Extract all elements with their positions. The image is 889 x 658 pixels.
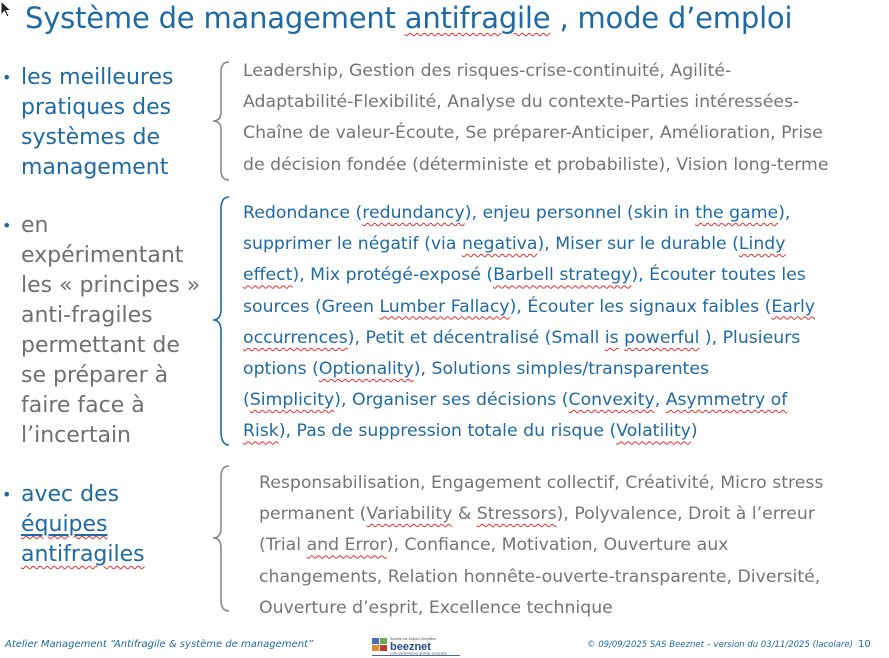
spellcheck-word: Barbell strategy	[493, 265, 632, 286]
principles-text-block	[243, 198, 815, 448]
text-segment: sources (Green	[243, 296, 380, 317]
spellcheck-word: occurrences	[243, 327, 348, 348]
bullet-line: antifragiles	[21, 542, 145, 567]
bullet-line: permettant de	[21, 333, 180, 358]
text-segment: ),	[778, 203, 791, 223]
text-line: Adaptabilité-Flexibilité, Analyse du contexte-Parties intéressées-	[243, 92, 800, 113]
text-segment: ), Confiance, Motivation, Ouverture aux	[386, 535, 729, 556]
bullet-line: expérimentant	[21, 243, 184, 268]
bullet-line: management	[21, 155, 169, 180]
brace-2	[208, 195, 232, 447]
text-segment: ), Mix protégé-exposé (	[292, 265, 494, 286]
text-segment: ), Solutions simples/transparentes	[413, 358, 709, 379]
teams-text-block	[259, 468, 823, 624]
spellcheck-word: Variability	[366, 504, 453, 525]
text-line	[243, 323, 815, 354]
spellcheck-word: Lindy	[738, 234, 786, 255]
bullet-line: avec des	[21, 482, 120, 507]
text-segment: ), Petit et décentralisé (Small	[347, 327, 605, 348]
spellcheck-word: Asymmetry of	[665, 390, 788, 411]
spellcheck-word: and Error	[306, 535, 387, 556]
text-segment: ), Pas de suppression totale du risque (	[278, 421, 617, 442]
bullet-dot: •	[2, 485, 12, 504]
bullet-experimenting	[0, 211, 210, 453]
bullet-dot: •	[2, 216, 12, 235]
spellcheck-word: powerful	[624, 327, 700, 348]
bullet-line: les « principes »	[21, 273, 201, 298]
bullet-line: les meilleures	[21, 65, 174, 90]
spellcheck-word: Stressors	[476, 504, 557, 525]
text-segment: ), Miser sur le durable (	[537, 234, 739, 255]
text-line	[259, 562, 823, 593]
bullet-teams	[0, 480, 210, 572]
title-text-3: , mode d’emploi	[550, 1, 793, 35]
text-segment: Ouverture d’esprit, Excellence technique	[259, 597, 613, 618]
spellcheck-word: redundancy	[362, 203, 465, 223]
text-segment: changements, Relation honnête-ouverte-transparente, Diversité,	[259, 566, 821, 587]
text-segment: permanent (	[259, 504, 367, 525]
svg-text:beeznet: beeznet	[390, 641, 431, 653]
text-line	[259, 468, 823, 499]
bullet-line-text: équipes	[21, 512, 108, 537]
text-segment: ), enjeu personnel (skin in	[464, 203, 696, 223]
bullet-line: en	[21, 213, 49, 238]
mouse-cursor-icon	[0, 0, 14, 18]
text-line	[243, 292, 815, 323]
bullet-line: faire face à	[21, 393, 145, 418]
text-segment: supprimer le négatif (via	[243, 234, 462, 255]
text-segment: ), Écouter toutes les	[631, 265, 806, 286]
text-segment: ,	[654, 390, 666, 411]
spellcheck-word: Lumber Fallacy	[379, 296, 510, 317]
practices-text-block	[243, 56, 829, 181]
text-segment: Responsabilisation, Engagement collectif, Créativité, Micro stress	[259, 473, 824, 493]
beeznet-logo	[368, 634, 462, 656]
footer-workshop-title: Atelier Management “Antifragile & système de management”	[5, 639, 314, 650]
text-line: Leadership, Gestion des risques-crise-continuité, Agilité-	[243, 61, 732, 81]
title-text-2: antifragile	[404, 1, 551, 35]
bullet-line: l’incertain	[21, 423, 131, 448]
text-segment: ), Polyvalence, Droit à l’erreur	[556, 504, 815, 525]
text-line	[243, 385, 815, 416]
text-line: Chaîne de valeur-Écoute, Se préparer-Anticiper, Amélioration, Prise	[243, 123, 823, 144]
text-line	[243, 260, 815, 291]
bullet-line: pratiques des	[21, 95, 172, 120]
text-line: de décision fondée (déterministe et probabiliste), Vision long-terme	[243, 154, 829, 175]
text-segment: (Trial	[259, 535, 307, 556]
bullet-best-practices	[0, 63, 210, 185]
spellcheck-word: Simplicity	[249, 390, 335, 411]
brace-1	[208, 60, 232, 182]
text-line	[243, 198, 815, 229]
text-segment: options (	[243, 358, 319, 379]
spellcheck-word: the game	[695, 203, 779, 223]
spellcheck-word: Early	[771, 296, 816, 317]
svg-text:Société par Actions Simplifiée: Société par Actions Simplifiée	[390, 637, 437, 641]
text-segment: (	[243, 390, 250, 411]
spellcheck-word: Risk	[243, 421, 279, 442]
text-line	[243, 354, 815, 385]
spellcheck-word: negativa	[461, 234, 538, 255]
text-segment: &	[452, 504, 477, 525]
brace-3	[208, 464, 232, 614]
footer-copyright: © 09/09/2025 SAS Beeznet – version du 03/11/2025 (lacolare)	[587, 640, 853, 650]
text-line	[243, 229, 815, 260]
text-line	[259, 593, 823, 624]
text-line	[259, 530, 823, 561]
spellcheck-word: Optionality	[318, 358, 414, 379]
spellcheck-word: effect	[243, 265, 293, 286]
spellcheck-word: is	[604, 327, 619, 348]
spellcheck-word: Convexity	[568, 390, 655, 411]
bullet-line: systèmes de	[21, 125, 161, 150]
spellcheck-word: Volatility	[616, 421, 691, 442]
text-line	[259, 499, 823, 530]
footer-rule	[372, 655, 460, 656]
text-segment: )	[690, 421, 698, 442]
bullet-line-underlined	[21, 510, 108, 540]
bullet-line: se préparer à	[21, 363, 169, 388]
bullet-dot: •	[2, 68, 12, 87]
slide-title	[25, 0, 792, 37]
text-line	[243, 416, 815, 447]
text-segment: Redondance (	[243, 203, 363, 223]
text-segment: ), Organiser ses décisions (	[334, 390, 569, 411]
page-number: 10	[858, 639, 871, 650]
bullet-line: anti-fragiles	[21, 303, 153, 328]
svg-text:votre performance globale et d: votre performance globale et durable	[390, 651, 448, 656]
text-segment: ), Plusieurs	[699, 327, 801, 348]
title-text-1: Système de management	[25, 1, 405, 35]
text-segment: ), Écouter les signaux faibles (	[509, 296, 772, 317]
